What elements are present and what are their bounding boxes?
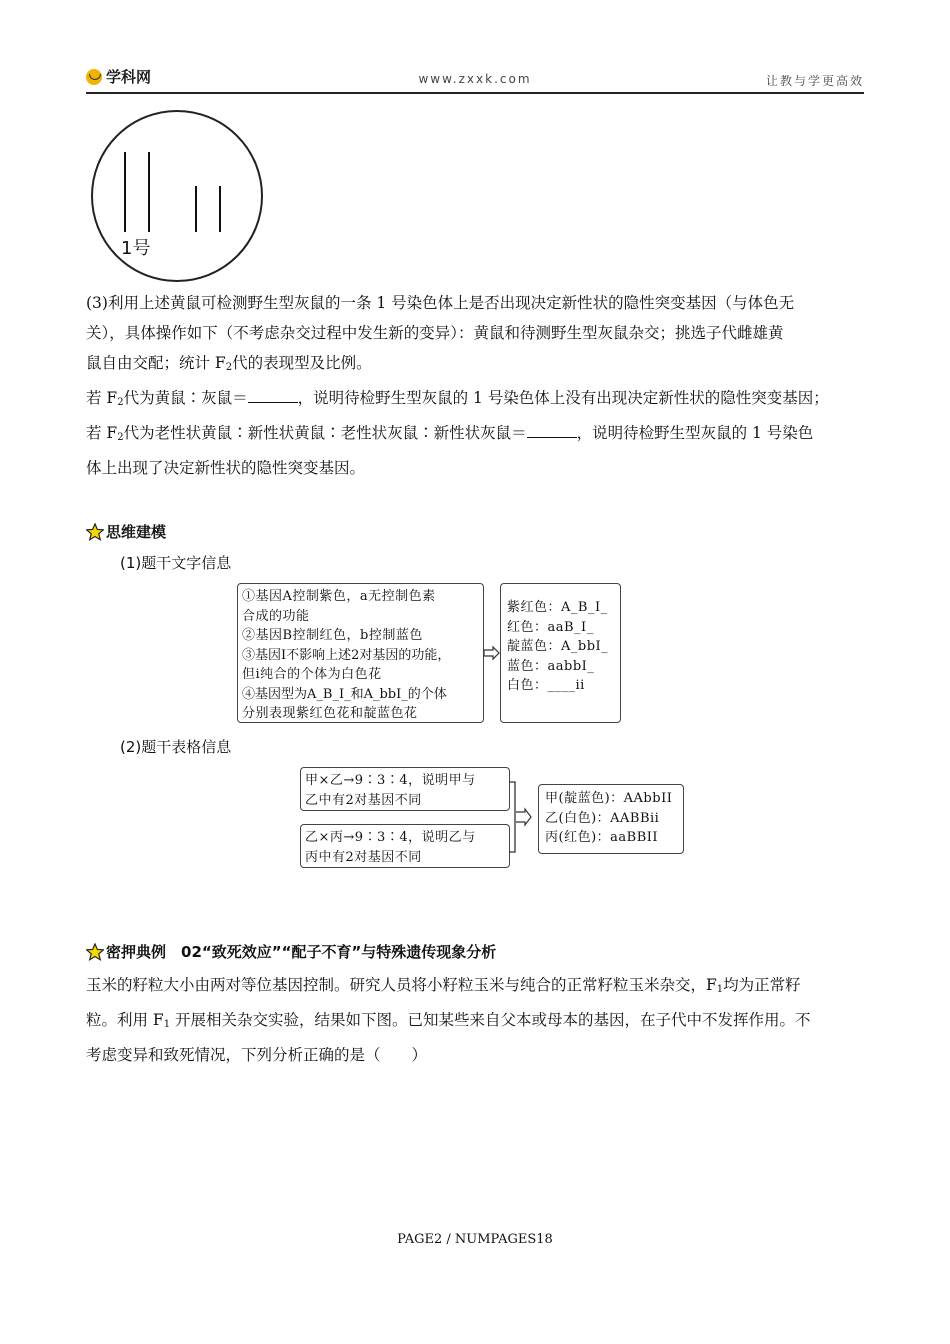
box-line: 乙(白色)：AABBii: [545, 810, 660, 826]
text-line: 关），具体操作如下（不考虑杂交过程中发生新的变异）：黄鼠和待测野生型灰鼠杂交；挑选子代雌雄黄: [86, 324, 784, 342]
section-title-text: 思维建模: [106, 523, 167, 541]
text-line: 粒。利用 $F_1$ 开展相关杂交实验，结果如下图。已知某些来自父本或母本的基因，在子代中不发挥作用。不: [86, 1011, 811, 1030]
box-line: 红色：aaB_I_: [507, 619, 594, 635]
page-footer: PAGE2 / NUMPAGES18: [397, 1232, 553, 1247]
box-line: 白色：____ii: [507, 678, 585, 693]
header-url: www.zxxk.com: [418, 72, 532, 86]
box-line: 蓝色：aabbI_: [507, 658, 595, 674]
example-question-text: [86, 970, 866, 1070]
text-line: 考虑变异和致死情况，下列分析正确的是（ ）: [86, 1046, 428, 1064]
box-line: ②基因B控制红色，b控制蓝色: [242, 628, 423, 643]
info-box-results: [538, 784, 684, 854]
info-box-cross-2: [300, 824, 510, 868]
text-line: 鼠自由交配；统计 $F_2$代的表现型及比例。: [86, 354, 372, 373]
box-lines: [301, 768, 509, 813]
text-line: 若 $F_2$代为黄鼠∶灰鼠＝ ，说明待检野生型灰鼠的 1 号染色体上没有出现决定新性状的隐性突变基因；: [86, 389, 829, 408]
chromosome-line: [124, 152, 126, 232]
chromosome-line: [148, 152, 150, 232]
chromosome-line: [195, 186, 197, 232]
box-line: ③基因I不影响上述2对基因的功能，: [242, 647, 451, 663]
box-lines: [301, 825, 509, 870]
box-lines: [539, 785, 683, 852]
text-line: (3)利用上述黄鼠可检测野生型灰鼠的一条 1 号染色体上是否出现决定新性状的隐性突变基因（与体色无: [86, 294, 795, 312]
section-title-modeling: [86, 521, 166, 542]
logo-text: 学科网: [106, 68, 152, 86]
star-icon: [86, 523, 104, 541]
subsection-title: (2)题干表格信息: [120, 738, 232, 756]
box-line: 合成的功能: [242, 608, 310, 624]
box-line: 丙(红色)：aaBBII: [545, 830, 659, 845]
answer-blank: [248, 388, 298, 403]
chromosome-label: 1号: [121, 238, 151, 259]
box-line: 但i纯合的个体为白色花: [242, 667, 382, 682]
box-line: 靛蓝色：A_bbI_: [507, 639, 609, 654]
text-line: 若 $F_2$代为老性状黄鼠∶新性状黄鼠∶老性状灰鼠∶新性状灰鼠＝ ，说明待检野生型灰鼠的 1 号染色: [86, 424, 814, 443]
box-line: 丙中有2对基因不同: [305, 849, 422, 865]
bracket-connector: [508, 780, 540, 856]
box-line: ①基因A控制紫色，a无控制色素: [242, 589, 436, 604]
star-icon: [86, 943, 104, 961]
question-3-text: [86, 288, 866, 483]
box-lines: [238, 584, 483, 727]
info-box-genotypes: [500, 583, 621, 723]
box-line: 乙×丙→9∶3∶4，说明乙与: [305, 830, 476, 845]
text-line: 玉米的籽粒大小由两对等位基因控制。研究人员将小籽粒玉米与纯合的正常籽粒玉米杂交，$F_1$均为正常籽: [86, 976, 801, 995]
text-line: 体上出现了决定新性状的隐性突变基因。: [86, 459, 366, 477]
box-line: 紫红色：A_B_I_: [507, 600, 608, 615]
arrow-right-icon: [483, 645, 501, 661]
box-line: ④基因型为A_B_I_和A_bbI_的个体: [242, 686, 447, 702]
info-box-cross-1: [300, 767, 510, 811]
header-divider: [86, 92, 864, 94]
chromosome-circle-figure: [91, 110, 263, 282]
box-lines: [501, 584, 620, 710]
box-line: 甲(靛蓝色)：AAbbII: [545, 791, 673, 806]
box-line: 乙中有2对基因不同: [305, 792, 422, 808]
section-title-text: 密押典例 02“致死效应”“配子不育”与特殊遗传现象分析: [106, 943, 497, 961]
box-line: 分别表现紫红色花和靛蓝色花: [242, 706, 418, 721]
chromosome-line: [219, 186, 221, 232]
header-slogan: 让教与学更高效: [765, 74, 864, 88]
info-box-text: [237, 583, 484, 723]
box-line: 甲×乙→9∶3∶4，说明甲与: [305, 773, 476, 788]
section-title-example: [86, 941, 496, 962]
subsection-title: (1)题干文字信息: [120, 554, 232, 572]
answer-blank: [527, 423, 577, 438]
